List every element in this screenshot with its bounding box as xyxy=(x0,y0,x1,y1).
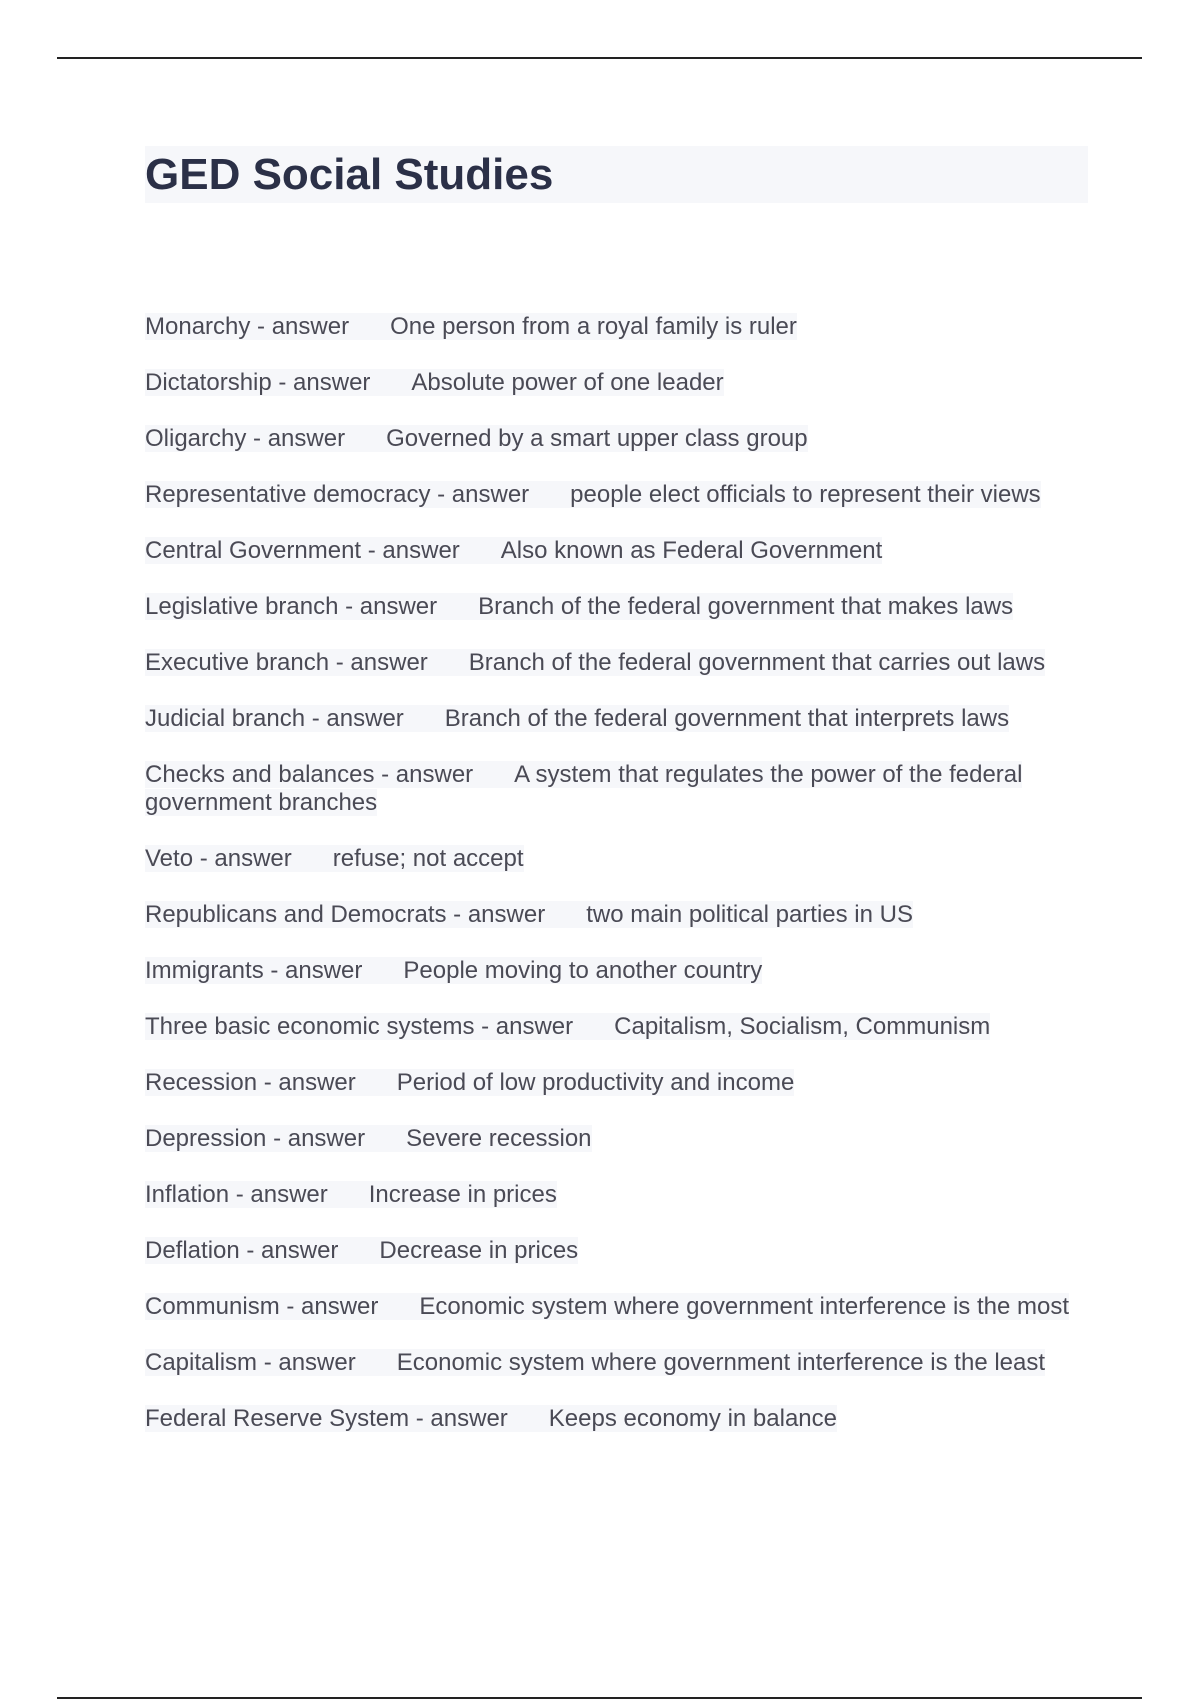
term: Recession - answer xyxy=(145,1069,356,1096)
flashcard-item-highlight xyxy=(145,1237,578,1264)
term: Oligarchy - answer xyxy=(145,425,346,452)
term: Inflation - answer xyxy=(145,1181,328,1208)
term: Capitalism - answer xyxy=(145,1349,356,1376)
flashcard-item-highlight xyxy=(145,649,1045,676)
flashcard-item-highlight xyxy=(145,1405,837,1432)
flashcard-item xyxy=(145,761,1088,817)
flashcard-item-highlight xyxy=(145,313,797,340)
bottom-rule xyxy=(57,1697,1142,1699)
flashcard-item xyxy=(145,1349,1088,1377)
definition: Branch of the federal government that carries out laws xyxy=(468,649,1046,676)
flashcard-item xyxy=(145,313,1088,341)
top-rule xyxy=(57,57,1142,59)
term: Deflation - answer xyxy=(145,1237,339,1264)
term: Three basic economic systems - answer xyxy=(145,1013,574,1040)
definition: Branch of the federal government that makes laws xyxy=(478,593,1014,620)
flashcard-item-highlight xyxy=(145,1125,592,1152)
term: Depression - answer xyxy=(145,1125,366,1152)
flashcard-item xyxy=(145,901,1088,929)
title-block xyxy=(145,146,1088,203)
definition: Governed by a smart upper class group xyxy=(386,425,808,452)
term: Legislative branch - answer xyxy=(145,593,438,620)
definition: Keeps economy in balance xyxy=(548,1405,837,1432)
definition: Economic system where government interference is the most xyxy=(419,1293,1069,1320)
flashcard-item-highlight xyxy=(145,705,1009,732)
term: Dictatorship - answer xyxy=(145,369,371,396)
term: Immigrants - answer xyxy=(145,957,363,984)
flashcard-item-highlight xyxy=(145,761,1022,816)
flashcard-item xyxy=(145,1069,1088,1097)
definition: A system that regulates the power of the federal government branches xyxy=(145,761,1023,816)
definition: Absolute power of one leader xyxy=(411,369,724,396)
term: Veto - answer xyxy=(145,845,292,872)
definition: Decrease in prices xyxy=(379,1237,579,1264)
term: Republicans and Democrats - answer xyxy=(145,901,546,928)
term: Representative democracy - answer xyxy=(145,481,530,508)
flashcard-item xyxy=(145,1013,1088,1041)
definition: Capitalism, Socialism, Communism xyxy=(614,1013,991,1040)
term: Judicial branch - answer xyxy=(145,705,404,732)
flashcard-item-highlight xyxy=(145,481,1041,508)
term: Central Government - answer xyxy=(145,537,460,564)
flashcard-item xyxy=(145,593,1088,621)
flashcard-item-highlight xyxy=(145,1181,557,1208)
flashcard-item-highlight xyxy=(145,1013,990,1040)
definition: One person from a royal family is ruler xyxy=(390,313,797,340)
definition: people elect officials to represent their views xyxy=(570,481,1041,508)
term: Monarchy - answer xyxy=(145,313,350,340)
definition: Also known as Federal Government xyxy=(500,537,883,564)
flashcard-item xyxy=(145,537,1088,565)
flashcard-item-highlight xyxy=(145,425,808,452)
flashcard-item xyxy=(145,649,1088,677)
flashcard-item xyxy=(145,1293,1088,1321)
term: Executive branch - answer xyxy=(145,649,428,676)
flashcard-item xyxy=(145,1405,1088,1433)
definition: refuse; not accept xyxy=(332,845,524,872)
definition: Period of low productivity and income xyxy=(396,1069,795,1096)
flashcard-item xyxy=(145,957,1088,985)
flashcard-item-highlight xyxy=(145,957,762,984)
definition: Severe recession xyxy=(406,1125,592,1152)
flashcard-item-highlight xyxy=(145,845,524,872)
term: Federal Reserve System - answer xyxy=(145,1405,508,1432)
flashcard-item xyxy=(145,1237,1088,1265)
flashcard-item-highlight xyxy=(145,901,913,928)
flashcard-list xyxy=(145,313,1088,1461)
flashcard-item-highlight xyxy=(145,1293,1069,1320)
flashcard-item-highlight xyxy=(145,537,882,564)
flashcard-item-highlight xyxy=(145,369,724,396)
flashcard-item-highlight xyxy=(145,1069,794,1096)
flashcard-item xyxy=(145,481,1088,509)
definition: two main political parties in US xyxy=(586,901,913,928)
definition: Economic system where government interference is the least xyxy=(396,1349,1046,1376)
flashcard-item xyxy=(145,1181,1088,1209)
definition: People moving to another country xyxy=(403,957,763,984)
definition: Increase in prices xyxy=(368,1181,557,1208)
page-title: GED Social Studies xyxy=(145,150,554,199)
flashcard-item-highlight xyxy=(145,593,1013,620)
flashcard-item xyxy=(145,705,1088,733)
flashcard-item xyxy=(145,1125,1088,1153)
flashcard-item-highlight xyxy=(145,1349,1045,1376)
term: Communism - answer xyxy=(145,1293,379,1320)
flashcard-item xyxy=(145,845,1088,873)
definition: Branch of the federal government that interprets laws xyxy=(444,705,1010,732)
flashcard-item xyxy=(145,425,1088,453)
term: Checks and balances - answer xyxy=(145,761,474,788)
flashcard-item xyxy=(145,369,1088,397)
